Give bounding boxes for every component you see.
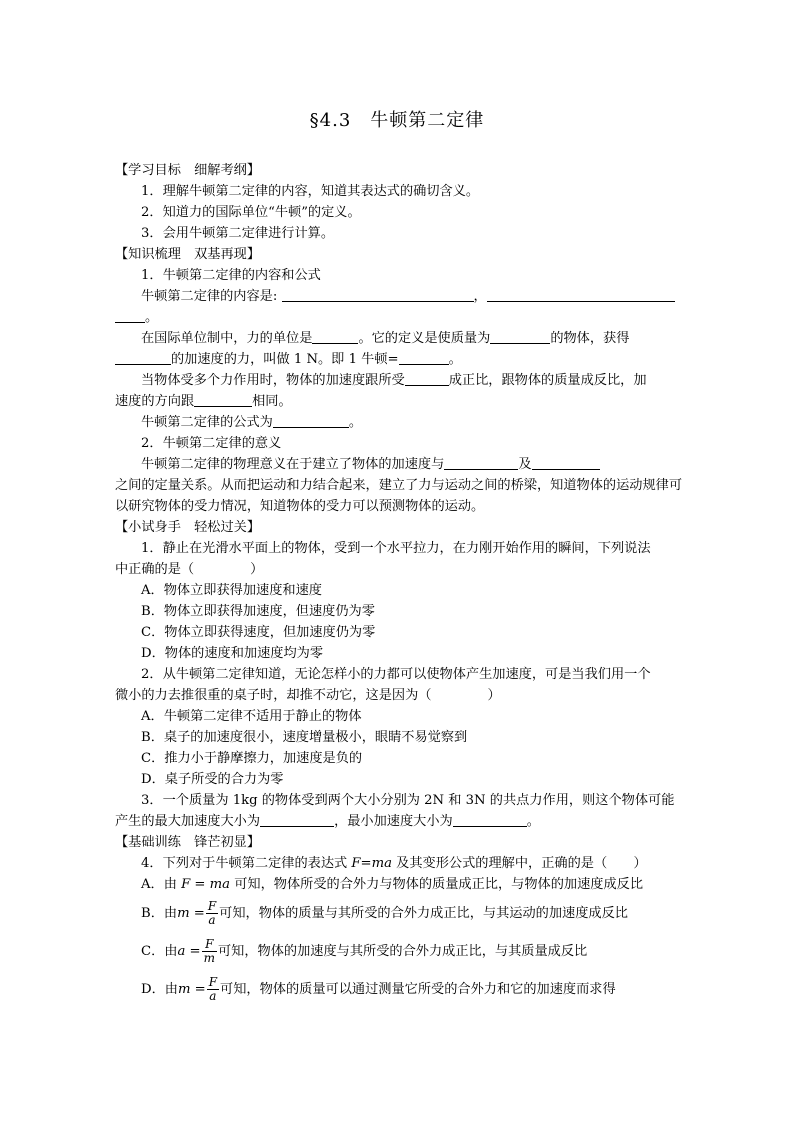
option-item: C．物体立即获得速度，但加速度仍为零 [141,625,376,640]
meaning-paragraph: 之间的定量关系。从而把运动和力结合起来，建立了力与运动之间的桥梁，知道物体的运动规律可以研究物体的受力情况，知道物体的受力可以预测物体的运动。 [115,478,683,514]
opt-a-label: A．由 [141,877,182,892]
unit-question-line-2 [115,349,685,370]
opt-c-lhs: a = [177,944,201,959]
fraction-denominator: a [208,913,216,927]
goal-item: 1．理解牛顿第二定律的内容，知道其表达式的确切含义。 [141,184,480,199]
period: 。 [448,352,462,367]
fraction-denominator: m [203,951,215,965]
opt-b-label: B．由 [141,906,178,921]
option-item: D．物体的速度和加速度均为零 [141,646,324,661]
multi-force-line [115,370,685,391]
opt-d-text: 可知，物体的质量可以通过测量它所受的合外力和它的加速度而求得 [220,982,616,997]
q3-text-d: 。 [526,814,540,829]
unit-text-a: 在国际单位制中，力的单位是 [141,331,313,346]
fraction-numerator: F [207,899,217,913]
fraction-numerator: F [202,938,217,952]
q1-close: ） [250,562,264,577]
formula-text: 牛顿第二定律的公式为 [141,415,273,430]
opt-b-text: 可知，物体的质量与其所受的合外力成正比，与其运动的加速度成反比 [219,906,628,921]
unit-question-line [115,328,685,349]
knowledge-header: 【知识梳理 双基再现】 [115,247,261,262]
formula-line [115,412,685,433]
fraction-denominator: a [209,989,217,1003]
answer-blank[interactable] [312,329,358,344]
option-item: B．物体立即获得加速度，但速度仍为零 [141,604,375,619]
answer-blank[interactable] [273,413,349,428]
fraction [206,900,218,927]
q4-text-b: 及其变形公式的理解中，正确的是（ ） [391,856,647,871]
meaning-line [115,454,685,475]
goal-item: 3．会用牛顿第二定律进行计算。 [141,226,335,241]
answer-blank[interactable] [444,455,518,470]
fraction [207,976,219,1003]
page-title: §4.3 牛顿第二定律 [309,110,485,131]
opt-c-label: C．由 [141,944,178,959]
basic-header: 【基础训练 锋芒初显】 [115,835,261,850]
option-item: A．牛顿第二定律不适用于静止的物体 [141,709,362,724]
opt-c-text: 可知，物体的加速度与其所受的合外力成正比，与其质量成反比 [217,944,588,959]
multi-force-line-2 [115,391,685,412]
option-b [115,895,685,933]
option-item: A．物体立即获得加速度和速度 [141,583,322,598]
knowledge-item-title: 2．牛顿第二定律的意义 [141,436,282,451]
multi-text-b: 成正比，跟物体的质量成反比，加 [448,373,647,388]
opt-a-text: 可知，物体所受的合外力与物体的质量成正比，与物体的加速度成反比 [230,877,644,892]
answer-blank[interactable] [115,308,145,323]
answer-blank[interactable] [532,455,600,470]
goal-item: 2．知道力的国际单位“牛顿”的定义。 [141,205,361,220]
fraction-numerator: F [208,975,218,989]
q2-stem: 微小的力去推很重的桌子时，却推不动它，这是因为（ [115,688,432,703]
answer-blank[interactable] [405,371,449,386]
fraction [202,938,217,965]
option-item: D．桌子所受的合力为零 [141,772,284,787]
question-1: 1．静止在光滑水平面上的物体，受到一个水平拉力，在力刚开始作用的瞬间，下列说法 [141,541,651,556]
answer-blank[interactable] [399,350,449,365]
period: 。 [348,415,363,430]
question-1-cont [115,559,685,580]
q4-formula: F=ma [351,856,392,871]
content-prefix: 牛顿第二定律的内容是: [141,289,278,304]
comma: ， [473,289,487,304]
worksheet-content [115,160,685,1009]
answer-blank[interactable] [194,392,252,407]
answer-blank[interactable] [282,287,474,302]
question-2: 2．从牛顿第二定律知道，无论怎样小的力都可以使物体产生加速度，可是当我们用一个 [141,667,651,682]
goals-header: 【学习目标 细解考纲】 [115,163,261,178]
option-a [115,874,685,895]
question-3-cont [115,811,685,832]
answer-blank[interactable] [260,812,334,827]
multi-text-d: 相同。 [252,394,292,409]
question-2-cont [115,685,685,706]
unit-text-d: 的加速度的力，叫做 1 N。即 1 牛顿= [171,352,399,367]
unit-text-c: 的物体，获得 [550,331,630,346]
q2-close: ） [487,688,501,703]
meaning-text-b: 及 [518,457,532,472]
knowledge-item-title: 1．牛顿第二定律的内容和公式 [141,268,321,283]
answer-blank[interactable] [487,287,675,302]
meaning-text-a: 牛顿第二定律的物理意义在于建立了物体的加速度与 [141,457,445,472]
opt-d-lhs: m = [177,982,206,997]
opt-d-label: D．由 [141,982,178,997]
option-item: C．推力小于静摩擦力，加速度是负的 [141,751,363,766]
answer-blank[interactable] [490,329,550,344]
q1-stem: 中正确的是（ [115,562,195,577]
content-question-line [115,286,685,307]
period: 。 [145,310,159,325]
multi-text-c: 速度的方向跟 [115,394,195,409]
trial-header: 【小试身手 轻松过关】 [115,520,261,535]
q3-text-c: ，最小加速度大小为 [334,814,453,829]
opt-a-formula: F = ma [181,877,231,892]
multi-text-a: 当物体受多个力作用时，物体的加速度跟所受 [141,373,405,388]
opt-b-lhs: m = [177,906,205,921]
q4-text-a: 4．下列对于牛顿第二定律的表达式 [141,856,352,871]
option-d [115,971,685,1009]
q3-text-b: 产生的最大加速度大小为 [115,814,261,829]
answer-blank[interactable] [453,812,527,827]
question-3: 3．一个质量为 1kg 的物体受到两个大小分别为 2N 和 3N 的共点力作用，则这个物体可能 [141,793,675,808]
question-4 [115,853,685,874]
unit-text-b: 。它的定义是使质量为 [358,331,491,346]
option-c [115,933,685,971]
option-item: B．桌子的加速度很小，速度增量极小，眼睛不易觉察到 [141,730,468,745]
content-question-line-2 [115,307,685,328]
answer-blank[interactable] [115,350,171,365]
